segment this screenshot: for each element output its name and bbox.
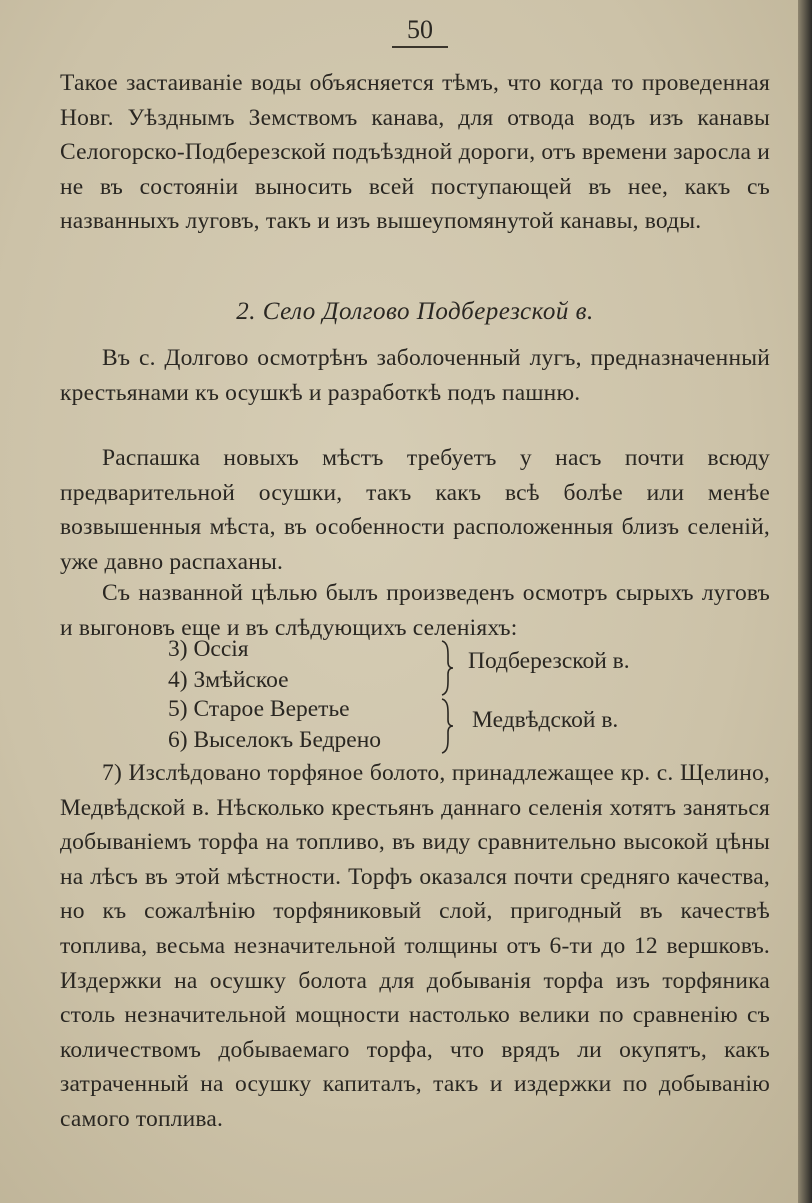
section-heading: 2. Село Долгово Подберезской в. (236, 298, 594, 325)
curly-brace-icon (440, 640, 454, 696)
volost-label: Медвѣдской в. (472, 707, 619, 733)
village-list-medvedskaya (168, 694, 381, 756)
book-spine-edge (798, 0, 812, 1203)
village-list-podberezskaya (168, 634, 289, 696)
paragraph-inspection: Съ названной цѣлью былъ произведенъ осмотръ сырыхъ луговъ и выгоновъ еще и въ слѣдующихъ селеніяхъ: (60, 580, 770, 641)
list-item: 4) Змѣйское (168, 667, 289, 693)
paragraph-peat-bog: 7) Изслѣдовано торфяное болото, принадлежащее кр. с. Щелино, Медвѣдской в. Нѣсколько крестьянъ даннаго селенія хотятъ заняться добываніемъ торфа на топливо, въ виду сравнительно высокой цѣны на лѣсъ въ этой мѣстности. Торфъ оказался почти средняго качества, но къ сожалѣнію торфяниковый слой, пригодный въ качествѣ топлива, весьма незначительной толщины отъ 6-ти до 12 вершковъ. Издержки на осушку болота для добыванія торфа изъ торфяника столь незначительной мощности настолько велики по сравненію съ количествомъ добываемаго торфа, что врядъ ли окупятъ, какъ затраченный на осушку капиталъ, такъ и издержки по добыванію самого топлива. (60, 760, 770, 1132)
paragraph-drainage: Такое застаиваніе воды объясняется тѣмъ, что когда то проведенная Новг. Уѣзднымъ Земствомъ канава, для отвода водъ изъ канавы Селогорско-Подберезской подъѣздной дороги, отъ времени заросла и не въ состояніи выносить всей поступающей въ нее, какъ съ названныхъ луговъ, такъ и изъ вышеупомянутой канавы, воды. (60, 70, 770, 235)
paragraph-plowing: Распашка новыхъ мѣстъ требуетъ у насъ почти всюду предварительной осушки, такъ какъ всѣ болѣе или менѣе возвышенныя мѣста, въ особенности расположенныя близъ селеній, уже давно распаханы. (60, 445, 770, 575)
list-item: 5) Старое Веретье (168, 696, 350, 722)
page-number-underline (392, 46, 448, 48)
curly-brace-icon (440, 698, 454, 754)
page-number: 50 (407, 15, 433, 44)
volost-label: Подберезской в. (468, 648, 630, 674)
list-item: 6) Выселокъ Бедрено (168, 727, 382, 753)
paragraph-dolgovo: Въ с. Долгово осмотрѣнъ заболоченный лугъ, предназначенный крестьянами къ осушкѣ и разработкѣ подъ пашню. (60, 345, 770, 406)
list-item: 3) Оссія (168, 636, 249, 662)
